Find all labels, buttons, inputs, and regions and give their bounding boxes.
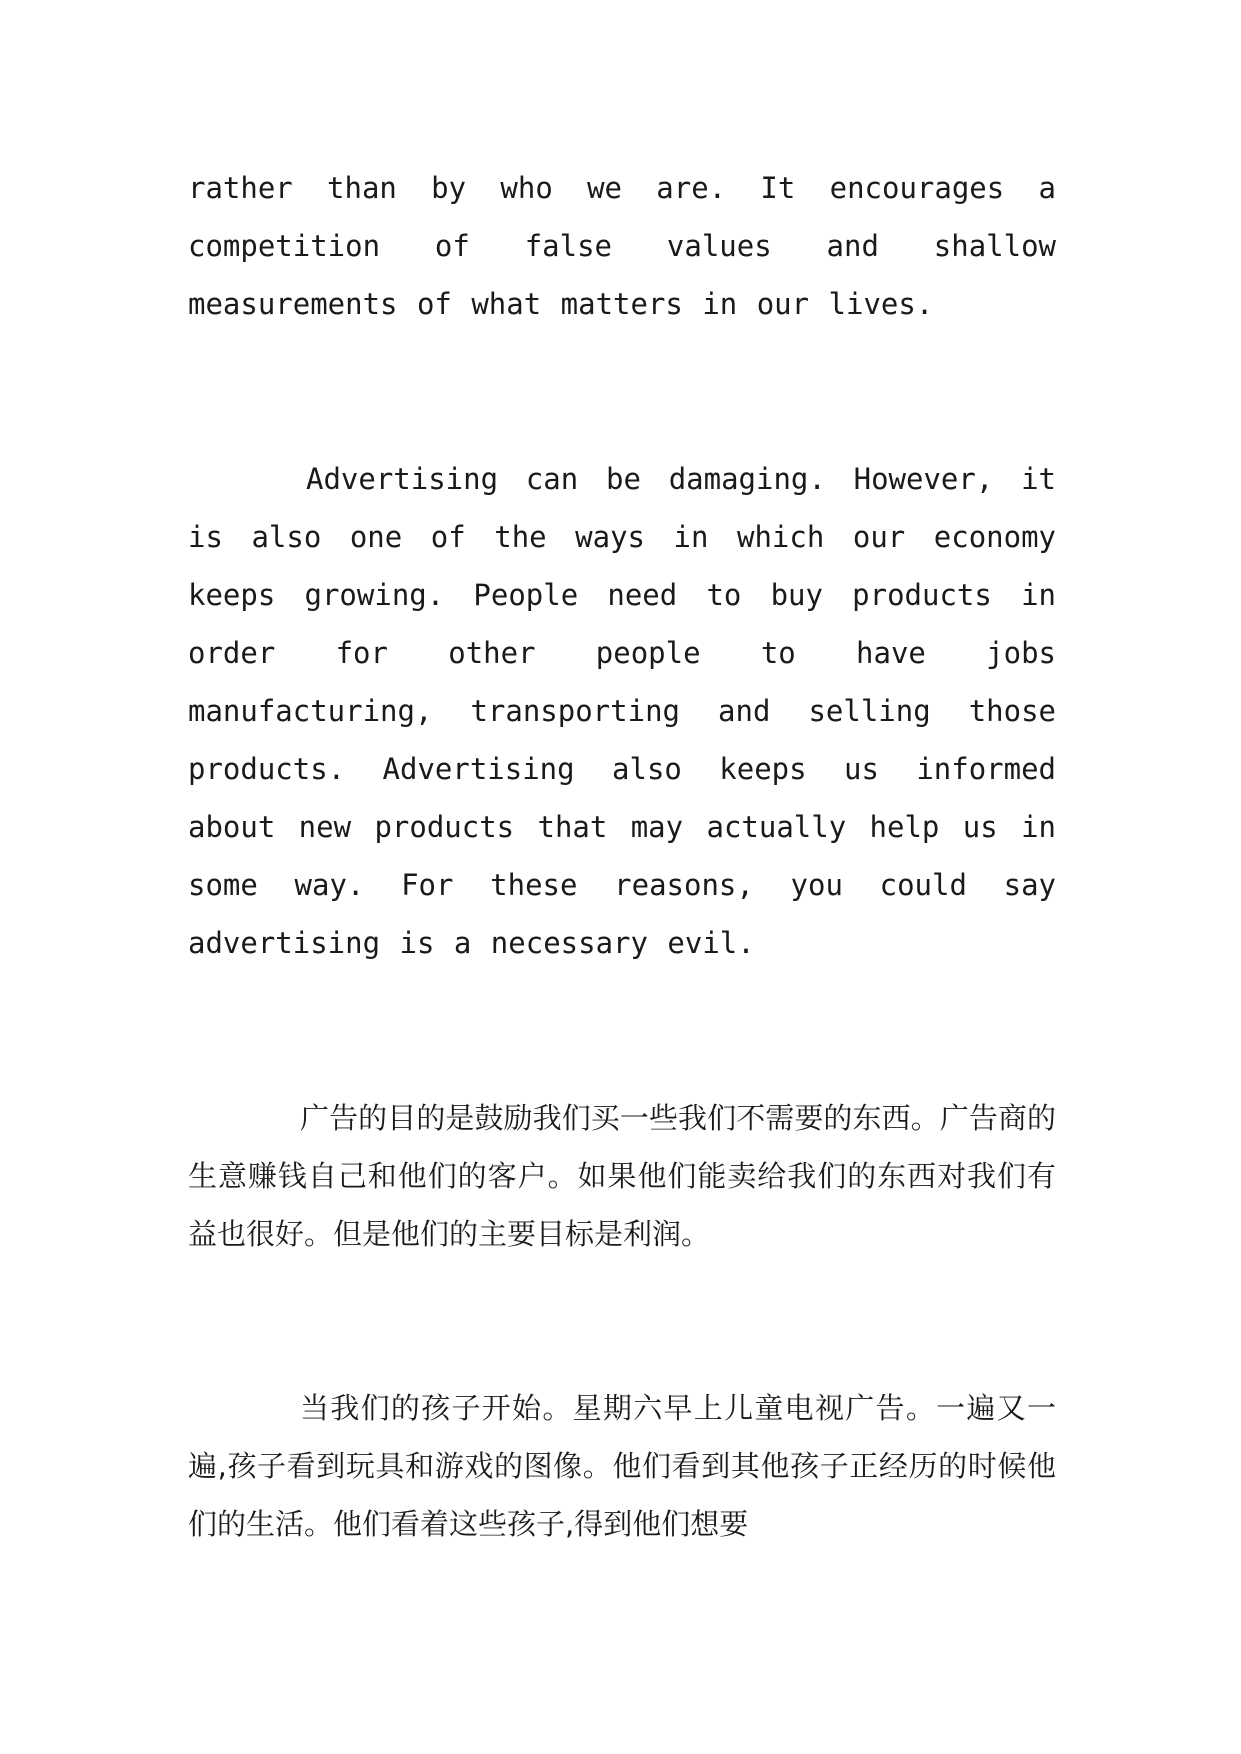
paragraph-english-continued: rather than by who we are. It encourages a competition of false values and shallow measurements of what matters in our lives.	[188, 171, 1056, 321]
paragraph-chinese-purpose: 广告的目的是鼓励我们买一些我们不需要的东西。广告商的生意赚钱自己和他们的客户。如果他们能卖给我们的东西对我们有益也很好。但是他们的主要目标是利润。	[188, 1101, 1056, 1251]
paragraph-english-advertising: Advertising can be damaging. However, it is also one of the ways in which our economy keeps growing. People need to buy products in order for other people to have jobs manufacturing, transporting and selling those products. Advertising also keeps us informed about new products that may actually help us in some way. For these reasons, you could say advertising is a necessary evil.	[188, 462, 1056, 960]
paragraph-chinese-children: 当我们的孩子开始。星期六早上儿童电视广告。一遍又一遍,孩子看到玩具和游戏的图像。他们看到其他孩子正经历的时候他们的生活。他们看着这些孩子,得到他们想要	[188, 1391, 1056, 1541]
